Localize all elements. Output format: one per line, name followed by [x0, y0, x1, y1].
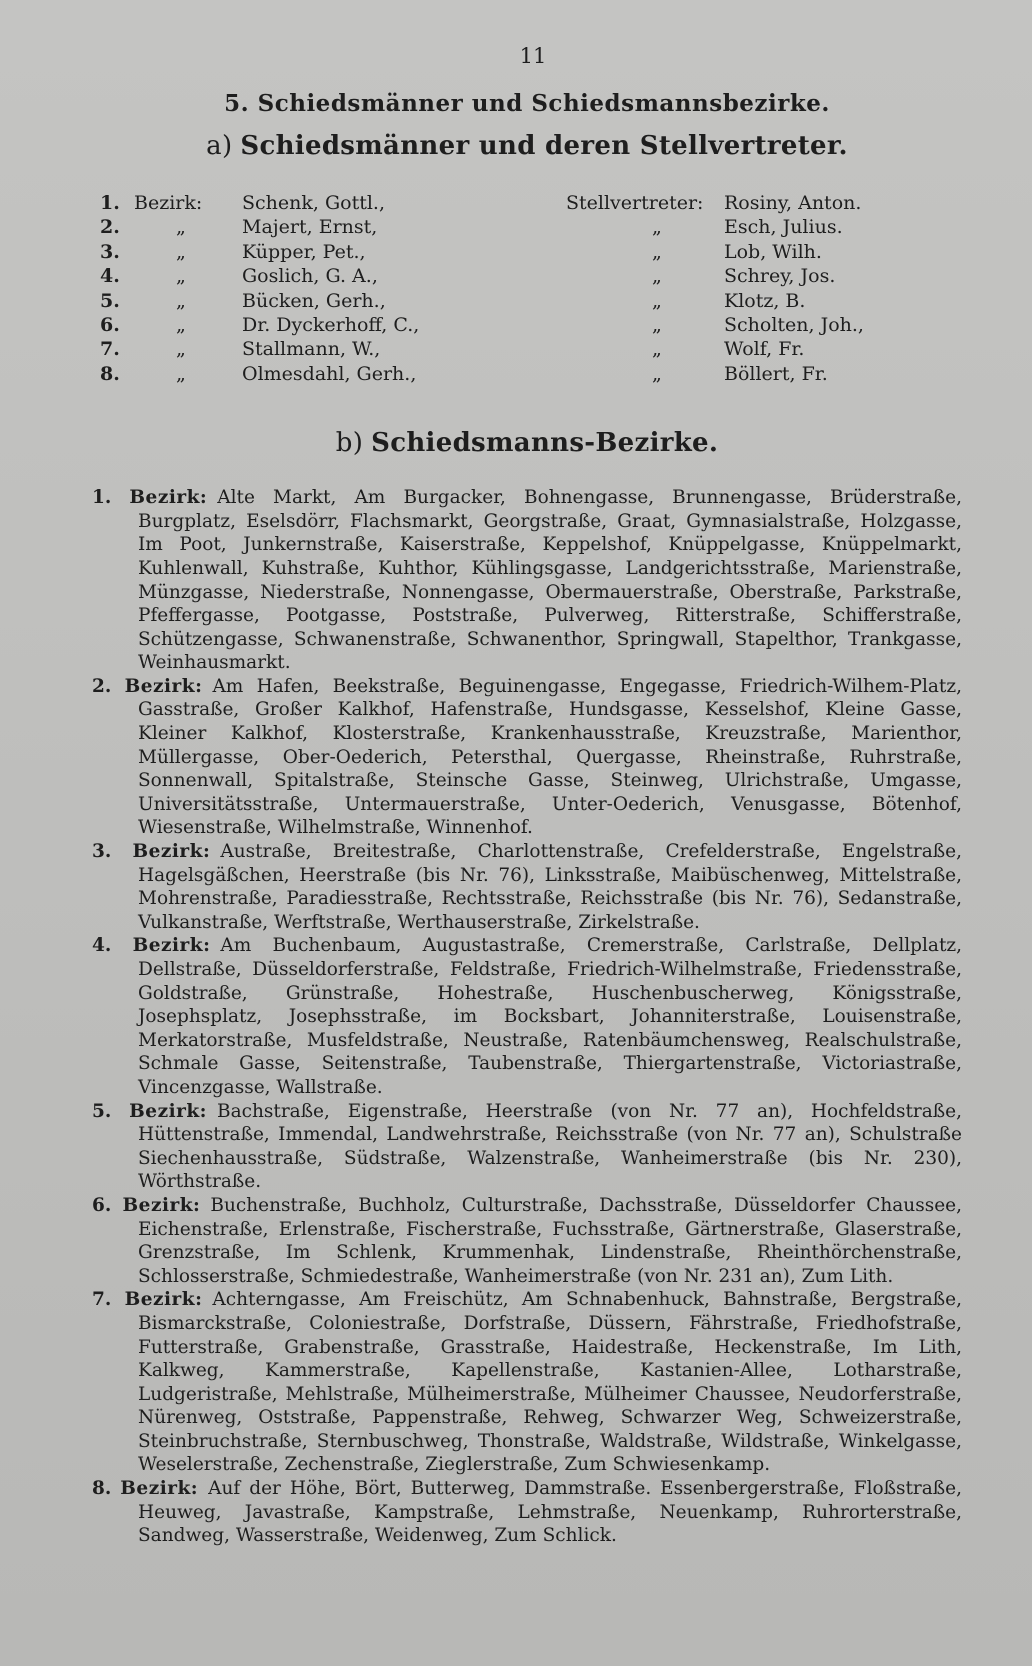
- page-number: 11: [519, 44, 547, 68]
- deputy-name: Rosiny, Anton.: [724, 192, 862, 214]
- district-number: 6.: [92, 1194, 112, 1216]
- mediator-name: Stallmann, W.,: [242, 338, 381, 361]
- mediator-number: 6.: [100, 313, 120, 336]
- district-number: 5.: [92, 1100, 112, 1122]
- district-entry: [92, 840, 962, 934]
- subheading-mediators: [92, 131, 962, 161]
- district-label: Bezirk:: [132, 841, 211, 863]
- district-number: 1.: [92, 487, 112, 509]
- districts-list: [92, 486, 962, 1548]
- district-number: 2.: [92, 675, 112, 697]
- district-label: Bezirk:: [122, 1194, 201, 1216]
- district-label: „: [176, 313, 186, 336]
- deputy-name: Böllert, Fr.: [724, 362, 828, 385]
- mediators-list: [92, 191, 962, 386]
- section-title: 5. Schiedsmänner und Schiedsmannsbezirke.: [224, 90, 830, 117]
- district-number: 7.: [92, 1289, 112, 1311]
- mediator-name: Olmesdahl, Gerh.,: [242, 362, 417, 385]
- mediator-name: Küpper, Pet.,: [242, 240, 366, 263]
- subheading-title: Schiedsmanns-Bezirke.: [371, 428, 719, 459]
- district-label: Bezirk:: [124, 1289, 203, 1311]
- district-entry: [92, 934, 962, 1099]
- district-entry: [92, 1194, 962, 1288]
- deputy-name: Schrey, Jos.: [724, 265, 836, 288]
- deputy-label: „: [652, 265, 662, 288]
- deputy-label: „: [652, 313, 662, 336]
- district-number: 4.: [92, 935, 112, 957]
- mediator-row: [92, 240, 962, 264]
- district-label: „: [176, 216, 186, 239]
- district-label: Bezirk:: [134, 192, 203, 214]
- mediator-name: Goslich, G. A.,: [242, 265, 378, 288]
- district-entry: [92, 1477, 962, 1548]
- subheading-districts: [92, 428, 962, 458]
- district-label: „: [176, 240, 186, 263]
- district-streets: Bachstraße, Eigenstraße, Heerstraße (von Nr. 77 an), Hochfeldstraße, Hüttenstraße, Immendal, Landwehrstraße, Reichsstraße (von Nr. 77 an), Schulstraße Siechenhausstraße, Südstraße, Walzenstraße, Wanheimerstraße (bis Nr. 230), Wörthstraße.: [138, 1100, 962, 1193]
- district-entry: [92, 486, 962, 675]
- mediator-number: 5.: [100, 289, 120, 312]
- mediator-number: 8.: [100, 362, 120, 385]
- deputy-label: „: [652, 289, 662, 312]
- mediator-number: 2.: [100, 216, 120, 239]
- deputy-label: Stellvertreter:: [566, 192, 704, 214]
- district-streets: Achterngasse, Am Freischütz, Am Schnabenhuck, Bahnstraße, Bergstraße, Bismarckstraße, Coloniestraße, Dorfstraße, Düssern, Fährstraße, Friedhofstraße, Futterstraße, Grabenstraße, Grasstraße, Haidestraße, Heckenstraße, Im Lith, Kalkweg, Kammerstraße, Kapellenstraße, Kastanien-Allee, Lotharstraße, Ludgeristraße, Mehlstraße, Mülheimerstraße, Mülheimer Chaussee, Neudorferstraße, Nürenweg, Oststraße, Pappenstraße, Rehweg, Schwarzer Weg, Schweizerstraße, Steinbruchstraße, Sternbuschweg, Thonstraße, Waldstraße, Wildstraße, Winkelgasse, Weselerstraße, Zechenstraße, Zieglerstraße, Zum Schwiesenkamp.: [138, 1289, 962, 1476]
- subheading-letter: b): [335, 428, 364, 459]
- mediator-name: Majert, Ernst,: [242, 216, 378, 239]
- district-label: Bezirk:: [129, 487, 208, 509]
- mediator-row: [92, 191, 962, 215]
- mediator-name: Bücken, Gerh.,: [242, 289, 386, 312]
- mediator-number: 4.: [100, 265, 120, 288]
- subheading-title: Schiedsmänner und deren Stellvertreter.: [240, 131, 848, 161]
- district-label: „: [176, 289, 186, 312]
- district-entry: [92, 1100, 962, 1194]
- mediator-number: 7.: [100, 338, 120, 361]
- deputy-name: Lob, Wilh.: [724, 240, 822, 263]
- district-number: 3.: [92, 841, 112, 863]
- deputy-name: Scholten, Joh.,: [724, 313, 864, 336]
- deputy-name: Wolf, Fr.: [724, 338, 805, 361]
- deputy-label: „: [652, 338, 662, 361]
- district-label: Bezirk:: [129, 1100, 207, 1122]
- mediator-row: [92, 313, 962, 337]
- district-streets: Am Buchenbaum, Augustastraße, Cremerstraße, Carlstraße, Dellplatz, Dellstraße, Düsseldorferstraße, Feldstraße, Friedrich-Wilhelmstraße, Friedensstraße, Goldstraße, Grünstraße, Hohestraße, Huschenbuscherweg, Königsstraße, Josephsplatz, Josephsstraße, im Bocksbart, Johanniterstraße, Louisenstraße, Merkatorstraße, Musfeldstraße, Neustraße, Ratenbäumchensweg, Realschulstraße, Schmale Gasse, Seitenstraße, Taubenstraße, Thiergartenstraße, Victoriastraße, Vincenzgasse, Wallstraße.: [138, 935, 963, 1098]
- mediator-row: [92, 362, 962, 386]
- district-entry: [92, 1288, 962, 1477]
- mediator-row: [92, 337, 962, 361]
- mediator-number: 1.: [100, 192, 120, 214]
- mediator-row: [92, 215, 962, 239]
- subheading-letter: a): [206, 131, 233, 161]
- district-label: „: [176, 338, 186, 361]
- district-label: Bezirk:: [132, 935, 211, 957]
- district-number: 8.: [92, 1478, 112, 1500]
- mediator-number: 3.: [100, 240, 120, 263]
- district-label: „: [176, 362, 186, 385]
- mediator-row: [92, 289, 962, 313]
- district-entry: [92, 675, 962, 840]
- district-streets: Am Hafen, Beekstraße, Beguinengasse, Engegasse, Friedrich-Wilhem-Platz, Gasstraße, Großer Kalkhof, Hafenstraße, Hundsgasse, Kesselshof, Kleine Gasse, Kleiner Kalkhof, Klosterstraße, Krankenhausstraße, Kreuzstraße, Marienthor, Müllergasse, Ober-Oederich, Petersthal, Quergasse, Rheinstraße, Ruhrstraße, Sonnenwall, Spitalstraße, Steinsche Gasse, Steinweg, Ulrichstraße, Umgasse, Universitätsstraße, Untermauerstraße, Unter-Oederich, Venusgasse, Bötenhof, Wiesenstraße, Wilhelmstraße, Winnenhof.: [138, 675, 962, 839]
- mediator-row: [92, 264, 962, 288]
- district-streets: Alte Markt, Am Burgacker, Bohnengasse, Brunnengasse, Brüderstraße, Burgplatz, Eselsdörr, Flachsmarkt, Georgstraße, Graat, Gymnasialstraße, Holzgasse, Im Poot, Junkernstraße, Kaiserstraße, Keppelshof, Knüppelgasse, Knüppelmarkt, Kuhlenwall, Kuhstraße, Kuhthor, Kühlingsgasse, Landgerichtsstraße, Marienstraße, Münzgasse, Niederstraße, Nonnengasse, Obermauerstraße, Oberstraße, Parkstraße, Pfeffergasse, Pootgasse, Poststraße, Pulverweg, Ritterstraße, Schifferstraße, Schützengasse, Schwanenstraße, Schwanenthor, Springwall, Stapelthor, Trankgasse, Weinhausmarkt.: [138, 487, 962, 674]
- mediator-name: Dr. Dyckerhoff, C.,: [242, 313, 420, 336]
- district-label: Bezirk:: [124, 675, 203, 697]
- district-label: „: [176, 265, 186, 288]
- deputy-name: Esch, Julius.: [724, 216, 843, 239]
- district-streets: Auf der Höhe, Bört, Butterweg, Dammstraße. Essenbergerstraße, Floßstraße, Heuweg, Javastraße, Kampstraße, Lehmstraße, Neuenkamp, Ruhrorterstraße, Sandweg, Wasserstraße, Weidenweg, Zum Schlick.: [138, 1478, 962, 1547]
- district-streets: Austraße, Breitestraße, Charlottenstraße, Crefelderstraße, Engelstraße, Hagelsgäßchen, Heerstraße (bis Nr. 76), Linksstraße, Maibüschenweg, Mittelstraße, Mohrenstraße, Paradiesstraße, Rechtsstraße, Reichsstraße (bis Nr. 76), Sedanstraße, Vulkanstraße, Werftstraße, Werthauserstraße, Zirkelstraße.: [138, 841, 962, 933]
- deputy-label: „: [652, 362, 662, 385]
- district-label: Bezirk:: [120, 1478, 199, 1500]
- district-streets: Buchenstraße, Buchholz, Culturstraße, Dachsstraße, Düsseldorfer Chaussee, Eichenstraße, Erlenstraße, Fischerstraße, Fuchsstraße, Gärtnerstraße, Glaserstraße, Grenzstraße, Im Schlenk, Krummenhak, Lindenstraße, Rheinthörchenstraße, Schlosserstraße, Schmiedestraße, Wanheimerstraße (von Nr. 231 an), Zum Lith.: [138, 1194, 962, 1287]
- mediator-name: Schenk, Gottl.,: [242, 192, 386, 214]
- deputy-label: „: [652, 216, 662, 239]
- deputy-label: „: [652, 240, 662, 263]
- deputy-name: Klotz, B.: [724, 289, 806, 312]
